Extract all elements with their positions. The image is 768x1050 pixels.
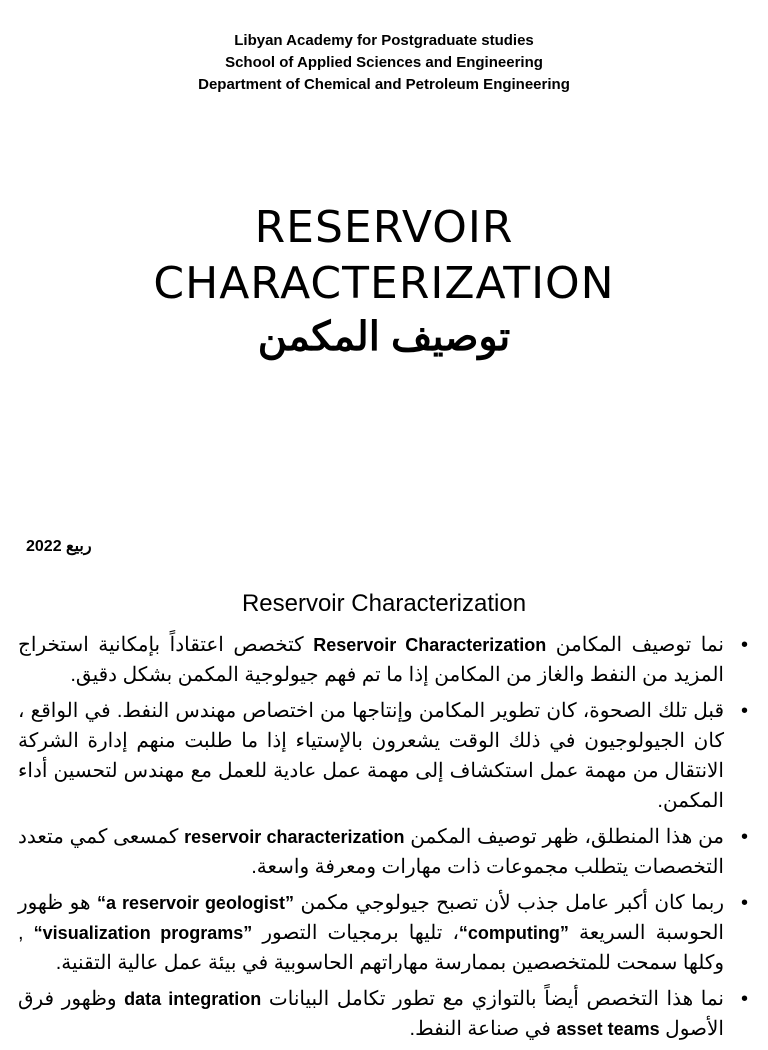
bullet-term: Reservoir Characterization	[313, 635, 547, 655]
bullet-item	[18, 696, 750, 816]
bullet-text: هو ظهور الحوسبة السريعة	[18, 892, 724, 944]
school-name: School of Applied Sciences and Engineering	[225, 54, 543, 71]
bullet-list	[18, 630, 750, 1050]
department-name: Department of Chemical and Petroleum Engineering	[198, 76, 570, 93]
bullet-item	[18, 888, 750, 978]
bullet-text: نما توصيف المكامن	[546, 634, 724, 656]
bullet-text: ربما كان أكبر عامل جذب لأن تصبح جيولوجي مكمن	[293, 892, 724, 914]
institution-header	[0, 30, 768, 96]
date-season: ربيع	[66, 538, 92, 555]
document-title	[0, 200, 768, 312]
bullet-text: كمسعى كمي متعدد التخصصات يتطلب مجموعات ذات مهارات ومعرفة واسعة.	[18, 826, 724, 878]
title-line-2: CHARACTERIZATION	[153, 258, 615, 309]
bullet-term: asset teams	[556, 1019, 660, 1039]
bullet-term: data integration	[124, 989, 262, 1009]
date-year: 2022	[26, 538, 62, 555]
bullet-text: قبل تلك الصحوة، كان تطوير المكامن وإنتاجها من اختصاص مهندس النفط. في الواقع ، كان الجيولوجيون في ذلك الوقت يشعرون بالإستياء إذا ما طلبت منهم إدارة الشركة الانتقال من مهمة عمل استكشاف إلى مهمة عمل عادية للعمل مع مهندس لتحسين أداء المكمن.	[18, 700, 724, 812]
academy-name: Libyan Academy for Postgraduate studies	[234, 32, 534, 49]
bullet-item	[18, 984, 750, 1044]
bullet-text: كتخصص اعتقاداً بإمكانية استخراج المزيد من النفط والغاز من المكامن إذا ما تم فهم جيولوجية المكمن بشكل دقيق.	[18, 634, 724, 686]
bullet-item	[18, 822, 750, 882]
bullet-text: , وكلها سمحت للمتخصصين بممارسة مهاراتهم الحاسوبية في بيئة عمل عالية التقنية.	[18, 922, 724, 974]
semester-date	[26, 536, 92, 556]
bullet-text: من هذا المنطلق، ظهر توصيف المكمن	[404, 826, 725, 848]
bullet-term: “a reservoir geologist”	[97, 893, 294, 913]
bullet-item	[18, 630, 750, 690]
bullet-text: وظهور فرق الأصول	[18, 988, 724, 1040]
bullet-text: ، تليها برمجيات التصور	[252, 922, 459, 944]
bullet-text: نما هذا التخصص أيضاً بالتوازي مع تطور تكامل البيانات	[261, 988, 724, 1010]
title-line-1: RESERVOIR	[254, 202, 514, 253]
bullet-text: في صناعة النفط.	[409, 1018, 557, 1040]
bullet-term: “computing”	[458, 923, 569, 943]
arabic-title: توصيف المكمن	[257, 315, 511, 359]
section-title: Reservoir Characterization	[241, 590, 527, 617]
bullet-term: reservoir characterization	[184, 827, 405, 847]
bullet-term: “visualization programs”	[33, 923, 253, 943]
